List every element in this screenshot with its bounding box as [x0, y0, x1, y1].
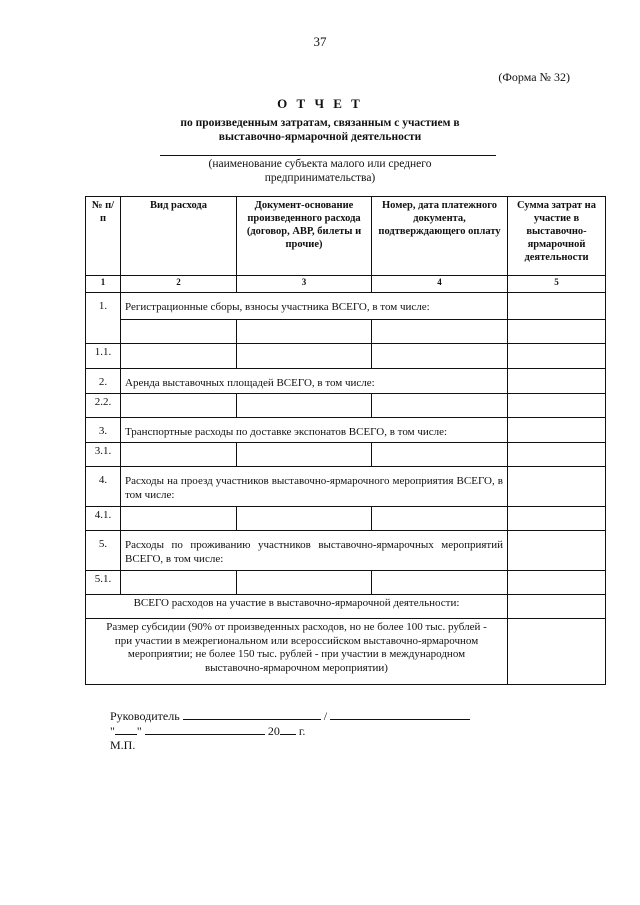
- table-row: [86, 507, 606, 531]
- table-row: [86, 531, 606, 571]
- column-number: 2: [121, 276, 237, 293]
- subsidy-amount-cell[interactable]: [508, 619, 606, 685]
- row-description: Регистрационные сборы, взносы участника ВСЕГО, в том числе:: [121, 293, 508, 320]
- total-label: ВСЕГО расходов на участие в выставочно-ярмарочной деятельности:: [86, 595, 508, 619]
- table-cell[interactable]: [237, 344, 372, 369]
- report-title: О Т Ч Е Т: [277, 96, 363, 111]
- amount-cell[interactable]: [508, 443, 606, 467]
- subject-caption: [0, 157, 640, 185]
- stamp-label: М.П.: [110, 738, 136, 752]
- head-label: Руководитель: [110, 709, 180, 723]
- head-name-field[interactable]: [330, 708, 470, 720]
- subtitle-line: выставочно-ярмарочной деятельности: [218, 131, 422, 143]
- year-field[interactable]: [280, 723, 296, 735]
- amount-cell[interactable]: [508, 344, 606, 369]
- year-suffix: г.: [298, 724, 306, 738]
- head-signature-row: [110, 708, 470, 723]
- header-payment-document: Номер, дата платежного документа, подтверждающего оплату: [372, 197, 508, 276]
- table-cell[interactable]: [372, 394, 508, 418]
- column-number: 5: [508, 276, 606, 293]
- table-cell[interactable]: [121, 507, 237, 531]
- subject-caption-line: предпринимательства): [264, 172, 376, 184]
- row-number: 2.: [86, 369, 121, 394]
- amount-cell[interactable]: [508, 369, 606, 394]
- subsidy-line: мероприятии; не более 150 тыс. рублей - при участии в международном: [127, 648, 466, 660]
- table-row: [86, 369, 606, 394]
- table-cell[interactable]: [121, 394, 237, 418]
- column-number: 1: [86, 276, 121, 293]
- total-row: [86, 595, 606, 619]
- row-number: 3.: [86, 418, 121, 443]
- table-cell[interactable]: [237, 507, 372, 531]
- amount-cell[interactable]: [508, 467, 606, 507]
- table-cell[interactable]: [372, 571, 508, 595]
- amount-cell[interactable]: [508, 507, 606, 531]
- column-number-row: [86, 276, 606, 293]
- total-amount-cell[interactable]: [508, 595, 606, 619]
- table-row: [86, 293, 606, 320]
- header-number: № п/п: [86, 197, 121, 276]
- row-description: Транспортные расходы по доставке экспонатов ВСЕГО, в том числе:: [121, 418, 508, 443]
- row-number: 5.1.: [86, 571, 121, 595]
- quote-close: ": [136, 724, 142, 738]
- amount-cell[interactable]: [508, 320, 606, 344]
- amount-cell[interactable]: [508, 293, 606, 320]
- header-basis-document: Документ-основание произведенного расхода (договор, АВР, билеты и прочие): [237, 197, 372, 276]
- header-amount: Сумма затрат на участие в выставочно-ярмарочной деятельности: [508, 197, 606, 276]
- row-number: 2.2.: [86, 394, 121, 418]
- quote-open: ": [110, 724, 115, 738]
- day-field[interactable]: [115, 723, 137, 735]
- report-subtitle: [0, 116, 640, 144]
- row-description: Аренда выставочных площадей ВСЕГО, в том числе:: [121, 369, 508, 394]
- table-row: [86, 394, 606, 418]
- amount-cell[interactable]: [508, 571, 606, 595]
- year-prefix: 20: [267, 724, 280, 738]
- table-cell[interactable]: [372, 344, 508, 369]
- expense-report-table: [85, 196, 606, 685]
- amount-cell[interactable]: [508, 531, 606, 571]
- row-number: 4.: [86, 467, 121, 507]
- table-cell[interactable]: [121, 571, 237, 595]
- table-cell[interactable]: [237, 394, 372, 418]
- row-number: 1.1.: [86, 344, 121, 369]
- signature-slash: /: [323, 709, 328, 723]
- table-cell[interactable]: [372, 507, 508, 531]
- table-cell[interactable]: [121, 344, 237, 369]
- table-cell[interactable]: [121, 443, 237, 467]
- row-description: Расходы по проживанию участников выставочно-ярмарочных мероприятий ВСЕГО, в том числе:: [121, 531, 508, 571]
- amount-cell[interactable]: [508, 418, 606, 443]
- date-row: [110, 723, 470, 738]
- table-cell[interactable]: [372, 320, 508, 344]
- page-number: 37: [313, 34, 327, 49]
- amount-cell[interactable]: [508, 394, 606, 418]
- table-row: [86, 418, 606, 443]
- row-number: 3.1.: [86, 443, 121, 467]
- subsidy-row: [86, 619, 606, 685]
- subtitle-line: по произведенным затратам, связанным с участием в: [180, 117, 460, 129]
- table-header-row: [86, 197, 606, 276]
- subject-caption-line: (наименование субъекта малого или среднего: [208, 158, 432, 170]
- row-number: 1.: [86, 293, 121, 344]
- table-row: [86, 320, 606, 344]
- table-row: [86, 467, 606, 507]
- table-row: [86, 344, 606, 369]
- row-number: 4.1.: [86, 507, 121, 531]
- table-row: [86, 571, 606, 595]
- table-cell[interactable]: [237, 443, 372, 467]
- column-number: 3: [237, 276, 372, 293]
- subsidy-label: [86, 619, 508, 685]
- header-expense-type: Вид расхода: [121, 197, 237, 276]
- table-cell[interactable]: [372, 443, 508, 467]
- form-number: (Форма № 32): [498, 70, 570, 84]
- row-description: Расходы на проезд участников выставочно-ярмарочного мероприятия ВСЕГО, в том числе:: [121, 467, 508, 507]
- column-number: 4: [372, 276, 508, 293]
- head-signature-field[interactable]: [183, 708, 321, 720]
- table-row: [86, 443, 606, 467]
- month-field[interactable]: [145, 723, 265, 735]
- table-cell[interactable]: [237, 571, 372, 595]
- table-cell[interactable]: [121, 320, 237, 344]
- row-number: 5.: [86, 531, 121, 571]
- subsidy-line: при участии в межрегиональном или всероссийском выставочно-ярмарочном: [114, 634, 479, 647]
- subsidy-line: выставочно-ярмарочном мероприятии): [205, 661, 388, 674]
- signature-block: [110, 708, 470, 752]
- subsidy-line: Размер субсидии (90% от произведенных расходов, но не более 100 тыс. рублей -: [106, 621, 487, 633]
- subject-name-line: [160, 155, 496, 156]
- table-cell[interactable]: [237, 320, 372, 344]
